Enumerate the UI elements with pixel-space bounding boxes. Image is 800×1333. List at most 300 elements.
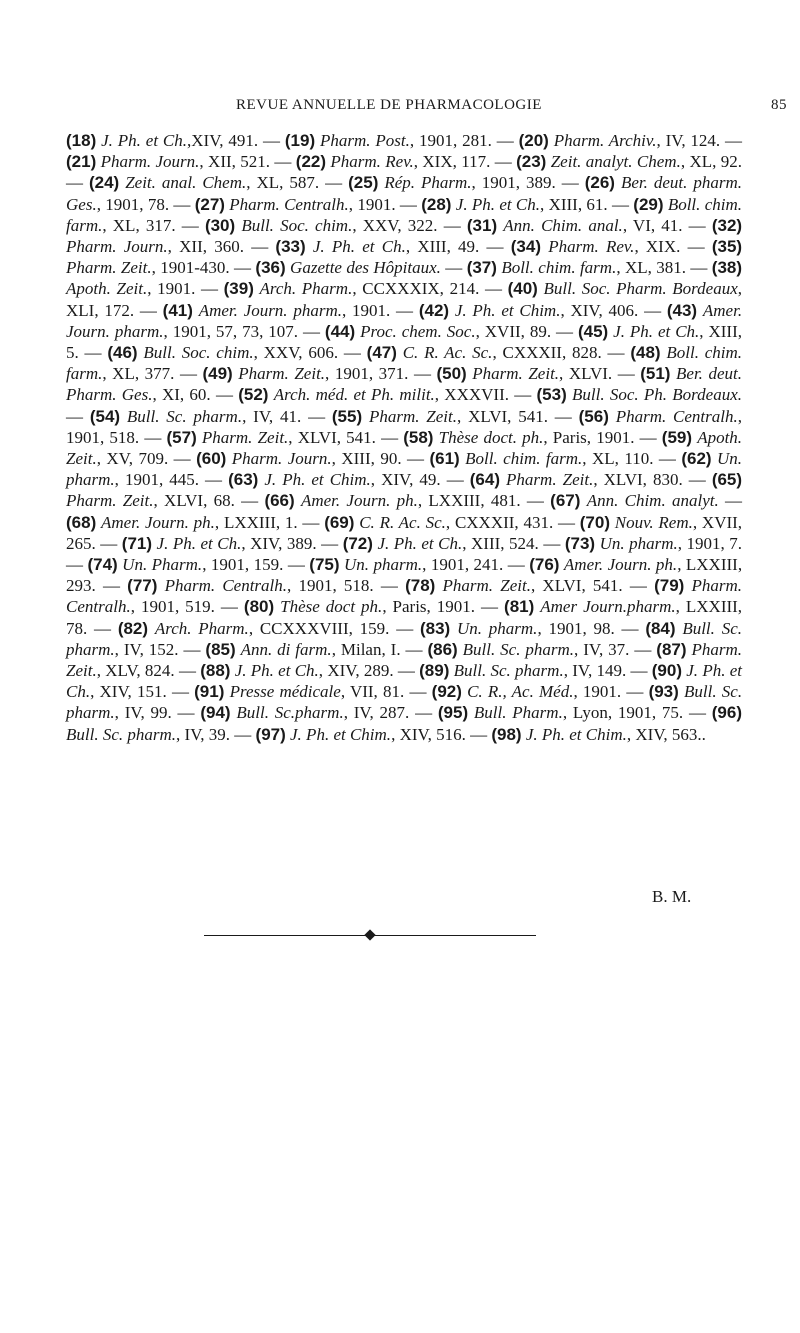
reference-details: , IV, 99. [114,703,172,723]
reference-entry [224,279,480,298]
reference-number: (62) [681,449,712,469]
reference-entry [296,152,491,171]
reference-source: Thèse doct ph. [280,597,383,617]
reference-number: (23) [516,152,547,172]
reference-number: (79) [654,576,685,596]
reference-entry [537,385,743,404]
reference-details: , XLV, 824. [96,661,175,681]
reference-details: , IV, 39. [176,724,231,744]
reference-source: J. Ph. et Ch. [234,661,319,681]
reference-number: (71) [121,533,153,553]
reference-source: Bull. Soc. Pharm. Bordeaux [543,279,738,299]
reference-source: J. Ph. et Chim. [264,470,371,490]
reference-details: , 1901, 389. [471,173,556,193]
reference-number: (95) [437,703,469,723]
reference-entry [90,407,301,426]
reference-entry [163,301,391,320]
reference-number: (52) [238,385,269,405]
reference-details: , IV, 124. [656,131,721,150]
reference-details: , Milan, I. [331,639,401,659]
reference-source: Pharm. Archiv. [553,131,657,150]
reference-entry [264,491,520,510]
reference-number: (18) [66,131,97,150]
reference-source: Apoth. Zeit. [66,427,743,469]
reference-details: , IV, 152. [114,639,179,659]
reference-source: J. Ph. et Ch. [156,533,242,553]
reference-number: (97) [255,724,286,744]
reference-details: , XLVI, 541. [457,406,548,426]
reference-source: J. Ph. et Ch. [312,237,406,257]
reference-source: Nouv. Rem. [614,512,693,532]
reference-details: , 1901, 7. [677,533,743,553]
reference-details: , XXV, 322. [352,215,438,235]
reference-source: Pharm. Zeit. [66,639,742,681]
reference-source: J. Ph. et Ch. [377,533,463,553]
reference-number: (43) [666,300,698,320]
reference-entry [325,322,551,341]
reference-entry [66,152,270,171]
reference-source: Bull. Pharm. [473,703,563,723]
reference-number: (47) [366,343,397,363]
reference-number: (41) [162,300,193,320]
reference-details: , XIII, 61. [540,194,608,214]
reference-entry [228,470,441,489]
reference-entry [205,216,438,235]
reference-entry [255,258,441,277]
reference-details: , XL, 110. [582,449,654,469]
reference-details: , 1901, 519. [130,597,215,617]
reference-entry [432,682,622,701]
reference-source: Un. pharm. [456,618,538,638]
reference-entry [467,258,686,277]
reference-details: , 1901, 518. [66,406,742,447]
reference-number: (57) [166,427,197,447]
reference-details: , IV, 37. [574,639,630,659]
reference-entry [87,555,283,574]
reference-source: Thèse doct. ph. [438,427,544,447]
reference-number: (60) [196,449,227,469]
end-rule-ornament [364,929,375,940]
reference-details: , XIV, 289. [318,661,394,681]
reference-source: Boll. chim. farm. [465,449,583,469]
reference-number: (53) [536,385,567,405]
reference-source: J. Ph. et Ch. [613,321,700,341]
reference-number: (46) [107,343,138,363]
reference-number: (94) [200,703,231,723]
reference-source: Pharm. Rev. [548,237,635,257]
reference-entry [196,449,401,468]
reference-entry [343,534,539,553]
reference-entry [205,640,400,659]
reference-details: , XIV, 406. [560,300,639,320]
reference-source: Pharm. Journ. [231,449,332,469]
reference-number: (50) [436,364,467,384]
reference-details: , LXXIII, 1. [214,512,298,532]
reference-number: (85) [205,639,236,659]
reference-entry [256,725,466,744]
reference-entry [66,131,258,150]
reference-number: (45) [577,321,609,341]
reference-entry [419,661,626,680]
reference-source: Pharm. Zeit. [66,491,154,511]
reference-details: , IV, 149. [563,661,627,681]
reference-source: Ann. di farm. [240,639,332,659]
reference-source: Pharm. Zeit. [238,364,326,384]
reference-entry [427,640,629,659]
reference-details: , XXV, 606. [253,343,339,363]
reference-source: Un. pharm. [343,555,423,575]
reference-number: (59) [661,427,693,447]
reference-source: Pharm. Zeit. [506,470,594,490]
reference-entry [550,491,719,510]
reference-source: Pharm. Journ. [66,237,168,257]
reference-entry [470,470,683,489]
reference-details: , XIX. [634,237,681,257]
reference-entry [565,534,742,553]
reference-source: Amer. Journ. pharm. [66,300,743,341]
reference-source: C. R. Ac. Sc. [402,343,493,363]
reference-details: , 1901-430. [151,258,230,278]
reference-number: (20) [518,131,549,150]
reference-details: , XL, 381. [616,258,687,278]
reference-number: (83) [419,618,451,638]
reference-number: (48) [630,343,661,363]
reference-number: (77) [127,576,158,596]
reference-source: Amer. Journ. ph. [300,491,418,511]
reference-number: (28) [421,194,452,214]
reference-details: , 1901, 159. [202,555,284,575]
reference-number: (87) [656,639,687,659]
reference-number: (72) [342,533,373,553]
reference-entry [367,343,602,362]
reference-details: , CCXXXIX, 214. [352,279,480,299]
reference-number: (86) [427,639,458,659]
reference-source: C. R., Ac. Méd. [467,682,574,702]
reference-source: Ann. Chim. anal. [503,215,623,235]
journal-title: REVUE ANNUELLE DE PHARMACOLOGIE [236,97,542,113]
reference-source: Apoth. Zeit. [66,279,148,299]
reference-source: Rép. Pharm. [384,173,472,193]
reference-entry [200,661,393,680]
reference-details: , 1901, 57, 73, 107. [163,321,299,341]
reference-source: Pharm. Post. [319,131,410,150]
reference-number: (73) [564,533,596,553]
reference-source: Amer. Journ. pharm. [198,300,342,320]
reference-number: (82) [117,618,149,638]
reference-number: (70) [579,512,610,532]
reference-details: , XVII, 265. [66,512,743,553]
reference-number: (84) [645,618,676,638]
reference-source: C. R. Ac. Sc. [359,512,446,532]
reference-source: Amer. Journ. ph. [101,512,215,532]
reference-entry [309,555,503,574]
reference-source: Bull. Sc. pharm. [126,406,243,426]
reference-entry [244,597,475,616]
reference-number: (36) [255,258,286,278]
reference-number: (56) [578,406,609,426]
reference-entry [438,703,683,722]
reference-number: (91) [194,682,225,702]
reference-details: , LXXIII, 481. [417,491,521,511]
reference-source: Arch. Pharm. [259,279,353,299]
reference-number: (30) [204,215,236,235]
reference-details: , XII, 360. [167,237,244,257]
reference-details: , XLVI, 541. [530,576,623,596]
reference-details: , XIII, 5. [66,321,743,363]
page-number: 85 [771,97,787,113]
reference-source: Boll. chim. farm. [66,194,743,235]
reference-number: (78) [405,576,436,596]
reference-details: , VII, 81. [340,682,405,702]
reference-details: , XIV, 151. [90,682,167,702]
reference-source: Bull. Soc. Ph. Bordeaux. [572,385,742,405]
reference-source: Pharm. Zeit. [442,576,531,596]
reference-source: J. Ph. et Chim. [454,300,561,320]
reference-number: (19) [284,131,316,150]
reference-details: , XIII, 49. [405,237,480,257]
reference-entry [419,301,638,320]
reference-entry [516,152,742,171]
reference-number: (63) [228,470,259,490]
reference-number: (64) [469,470,500,490]
reference-entry [421,195,607,214]
reference-details: , Paris, 1901. [382,597,476,617]
reference-number: (68) [66,512,97,532]
reference-number: (61) [429,449,460,469]
reference-source: Bull. Soc. chim. [241,215,353,235]
reference-entry [167,428,376,447]
reference-source: Pharm. Zeit. [66,258,152,278]
reference-entry [275,237,479,256]
reference-number: (32) [711,215,743,235]
reference-entry [519,131,721,150]
reference-details: , XLVI, 68. [153,491,235,511]
reference-source: Zeit. anal. Chem. [125,173,247,193]
reference-details: , CXXXII, 828. [492,343,602,363]
reference-details: , 1901, 371. [325,364,409,384]
reference-source: J. Ph. et Ch. [101,131,187,150]
reference-details: , XL, 92. [680,152,742,172]
reference-number: (37) [466,258,497,278]
reference-source: Un. Pharm. [122,555,203,575]
reference-entry [405,576,623,595]
reference-source: Pharm. Centralh. [164,576,288,596]
reference-details: , XIV, 563. [626,724,702,744]
reference-number: (89) [419,661,450,681]
reference-source: Ann. Chim. analyt. [586,491,719,511]
reference-number: (98) [491,724,522,744]
reference-source: Bull. Sc. pharm. [66,682,743,723]
reference-details: , XIII, 524. [462,533,539,553]
reference-number: (88) [200,661,231,681]
reference-details: , 1901, 241. [422,555,504,575]
reference-source: Zeit. analyt. Chem. [550,152,681,172]
reference-entry [467,216,683,235]
reference-details: , XI, 60. [152,385,211,405]
reference-source: Un. pharm. [66,449,743,490]
reference-details: , IV, 287. [343,703,410,723]
reference-source: Bull. Sc. pharm. [462,639,575,659]
reference-details: , XIV, 49. [370,470,441,490]
reference-entry [127,576,374,595]
reference-details: , 1901. [573,682,622,702]
reference-entry [107,343,338,362]
reference-source: Amer Journ.pharm. [540,597,676,617]
reference-details: , XVII, 89. [475,321,552,341]
reference-number: (49) [202,364,233,384]
reference-entry [324,513,553,532]
reference-source: Boll. chim. farm. [501,258,617,278]
reference-number: (58) [403,427,434,447]
reference-source: Pharm. Centralh. [615,406,738,426]
reference-details: , XL, 377. [102,364,175,384]
reference-number: (34) [510,237,541,257]
reference-details: , XIX, 117. [413,152,491,172]
reference-entry [118,619,390,638]
reference-entry [420,619,615,638]
reference-details: , 1901, 78. [96,194,170,214]
reference-entry [348,173,556,192]
reference-details: , CXXXII, 431. [445,512,554,532]
reference-details: , 1901, 98. [537,618,615,638]
reference-number: (29) [633,194,664,214]
reference-entry [66,513,298,532]
reference-source: Presse médicale [229,682,341,702]
reference-details: , VI, 41. [622,215,683,235]
reference-source: J. Ph. et Ch. [66,661,742,702]
reference-source: Ber. deut. Pharm. Ges. [66,364,742,405]
reference-details: , 1901. [147,279,196,299]
reference-number: (74) [87,555,118,575]
reference-details: , XLVI. [559,364,613,384]
reference-details: ,XIV, 491. [187,131,259,150]
reference-number: (35) [711,237,743,257]
reference-source: J. Ph. et Chim. [290,724,392,744]
reference-details: , Paris, 1901. [543,427,635,447]
reference-details: , XLVI, 541. [288,427,376,447]
reference-number: (44) [324,321,356,341]
reference-entry [491,725,701,744]
reference-source: Bull. Sc. pharm. [66,618,742,659]
reference-source: Pharm. Zeit. [472,364,560,384]
reference-entry [332,407,548,426]
reference-details: , Lyon, 1901, 75. [562,703,684,723]
reference-number: (90) [651,661,682,681]
reference-source: Amer. Journ. ph. [563,555,678,575]
reference-list: (18) J. Ph. et Ch.,XIV, 491. — (19) Pharm. Post., 1901, 281. — (20) Pharm. Archiv., IV, 124. — (21) Pharm. Journ., XII, 521. — (22) Pharm. Rev., XIX, 117. — (23) Zeit. analyt. Chem., XL, 92. — (24) Zeit. anal. Chem., XL, 587. — (25) Rép. Pharm., 1901, 389. — (26) Ber. deut. pharm. Ges., 1901, 78. — (27) Pharm. Centralh., 1901. — (28) J. Ph. et Ch., XIII, 61. — (29) Boll. chim. farm., XL, 317. — (30) Bull. Soc. chim., XXV, 322. — (31) Ann. Chim. anal., VI, 41. — (32) Pharm. Journ., XII, 360. — (33) J. Ph. et Ch., XIII, 49. — (34) Pharm. Rev., XIX. — (35) Pharm. Zeit., 1901-430. — (36) Gazette des Hôpitaux. — (37) Boll. chim. farm., XL, 381. — (38) Apoth. Zeit., 1901. — (39) Arch. Pharm., CCXXXIX, 214. — (40) Bull. Soc. Pharm. Bordeaux, XLI, 172. — (41) Amer. Journ. pharm., 1901. — (42) J. Ph. et Chim., XIV, 406. — (43) Amer. Journ. pharm., 1901, 57, 73, 107. — (44) Proc. chem. Soc., XVII, 89. — (45) J. Ph. et Ch., XIII, 5. — (46) Bull. Soc. chim., XXV, 606. — (47) C. R. Ac. Sc., CXXXII, 828. — (48) Boll. chim. farm., XL, 377. — (49) Pharm. Zeit., 1901, 371. — (50) Pharm. Zeit., XLVI. — (51) Ber. deut. Pharm. Ges., XI, 60. — (52) Arch. méd. et Ph. milit., XXXVII. — (53) Bull. Soc. Ph. Bordeaux. — (54) Bull. Sc. pharm., IV, 41. — (55) Pharm. Zeit., XLVI, 541. — (56) Pharm. Centralh., 1901, 518. — (57) Pharm. Zeit., XLVI, 541. — (58) Thèse doct. ph., Paris, 1901. — (59) Apoth. Zeit., XV, 709. — (60) Pharm. Journ., XIII, 90. — (61) Boll. chim. farm., XL, 110. — (62) Un. pharm., 1901, 445. — (63) J. Ph. et Chim., XIV, 49. — (64) Pharm. Zeit., XLVI, 830. — (65) Pharm. Zeit., XLVI, 68. — (66) Amer. Journ. ph., LXXIII, 481. — (67) Ann. Chim. analyt. — (68) Amer. Journ. ph., LXXIII, 1. — (69) C. R. Ac. Sc., CXXXII, 431. — (70) Nouv. Rem., XVII, 265. — (71) J. Ph. et Ch., XIV, 389. — (72) J. Ph. et Ch., XIII, 524. — (73) Un. pharm., 1901, 7. — (74) Un. Pharm., 1901, 159. — (75) Un. pharm., 1901, 241. — (76) Amer. Journ. ph., LXXIII, 293. — (77) Pharm. Centralh., 1901, 518. — (78) Pharm. Zeit., XLVI, 541. — (79) Pharm. Centralh., 1901, 519. — (80) Thèse doct ph., Paris, 1901. — (81) Amer Journ.pharm., LXXIII, 78. — (82) Arch. Pharm., CCXXXVIII, 159. — (83) Un. pharm., 1901, 98. — (84) Bull. Sc. pharm., IV, 152. — (85) Ann. di farm., Milan, I. — (86) Bull. Sc. pharm., IV, 37. — (87) Pharm. Zeit., XLV, 824. — (88) J. Ph. et Ch., XIV, 289. — (89) Bull. Sc. pharm., IV, 149. — (90) J. Ph. et Ch., XIV, 151. — (91) Presse médicale, VII, 81. — (92) C. R., Ac. Méd., 1901. — (93) Bull. Sc. pharm., IV, 99. — (94) Bull. Sc.pharm., IV, 287. — (95) Bull. Pharm., Lyon, 1901, 75. — (96) Bull. Sc. pharm., IV, 39. — (97) J. Ph. et Chim., XIV, 516. — (98) J. Ph. et Chim., XIV, 563.. [66,131,743,744]
reference-number: (96) [711,703,742,723]
reference-number: (39) [223,279,254,299]
reference-number: (25) [348,173,379,193]
reference-source: J. Ph. et Chim. [525,724,627,744]
reference-details: , XXXVII. [434,385,509,405]
reference-details: , 1901, 445. [114,470,199,490]
reference-source: Pharm. Journ. [100,152,200,172]
reference-source: Arch. Pharm. [154,618,249,638]
reference-number: (40) [507,279,538,299]
reference-source: Gazette des Hôpitaux. [290,258,441,278]
reference-source: Bull. Sc. pharm. [66,724,177,744]
reference-number: (75) [309,555,340,575]
reference-details: , XIII, 90. [331,449,402,469]
reference-entry [200,703,409,722]
reference-details: , XII, 521. [199,152,271,172]
reference-number: (27) [194,194,225,214]
reference-entry [195,195,396,214]
reference-details: , XV, 709. [96,449,169,469]
reference-details: , 1901. [348,194,396,214]
reference-source: Pharm. Centralh. [229,194,349,214]
reference-number: (65) [711,470,743,490]
reference-source: Pharm. Rev. [330,152,414,172]
reference-entry [429,449,653,468]
reference-entry [122,534,317,553]
reference-number: (81) [504,597,535,617]
reference-number: (42) [418,300,450,320]
reference-details: , CCXXXVIII, 159. [248,618,390,638]
reference-details: , 1901, 518. [287,576,374,596]
reference-details: , XLVI, 830. [593,470,683,490]
reference-number: (69) [324,512,355,532]
reference-source: Boll. chim. farm. [66,343,743,384]
reference-details: , XL, 587. [246,173,320,193]
reference-source: Bull. Sc.pharm. [236,703,344,723]
reference-number: (66) [264,491,295,511]
reference-entry [238,385,509,404]
reference-source: Ber. deut. pharm. Ges. [66,173,742,214]
reference-number: (93) [648,682,679,702]
reference-number: (24) [88,173,120,193]
reference-details: , IV, 41. [242,406,302,426]
reference-source: Bull. Sc. pharm. [453,661,564,681]
reference-source: Un. pharm. [599,533,678,553]
reference-entry [89,173,319,192]
reference-entry [436,364,612,383]
reference-source: Pharm. Zeit. [201,427,289,447]
reference-details: , XIV, 516. [391,724,466,744]
reference-source: Bull. Soc. chim. [143,343,254,363]
reference-details: , XIV, 389. [241,533,317,553]
reference-source: Arch. méd. et Ph. milit. [273,385,435,405]
reference-entry [194,682,404,701]
reference-number: (55) [331,406,363,426]
reference-number: (80) [243,597,275,617]
reference-details: , XLI, 172. [66,279,743,320]
reference-entry [511,237,681,256]
reference-number: (31) [466,215,498,235]
reference-source: Proc. chem. Soc. [360,321,476,341]
reference-details: , LXXIII, 78. [66,597,743,638]
reference-number: (38) [711,258,743,278]
reference-number: (26) [584,173,615,193]
reference-entry [285,131,492,150]
reference-details: , 1901. [341,300,391,320]
reference-details: , 1901, 281. [409,131,492,150]
reference-entry [202,364,408,383]
reference-number: (92) [431,682,462,702]
reference-number: (67) [550,491,581,511]
reference-number: (33) [275,237,306,257]
reference-source: Pharm. Centralh. [66,576,743,617]
reference-number: (21) [66,152,97,172]
reference-source: J. Ph. et Ch. [455,194,541,214]
reference-details: , LXXIII, 293. [66,555,743,596]
reference-source: Pharm. Zeit. [368,406,458,426]
reference-entry [403,428,634,447]
reference-details: , XL, 317. [102,215,176,235]
author-signature: B. M. [652,887,692,906]
reference-number: (51) [640,364,671,384]
